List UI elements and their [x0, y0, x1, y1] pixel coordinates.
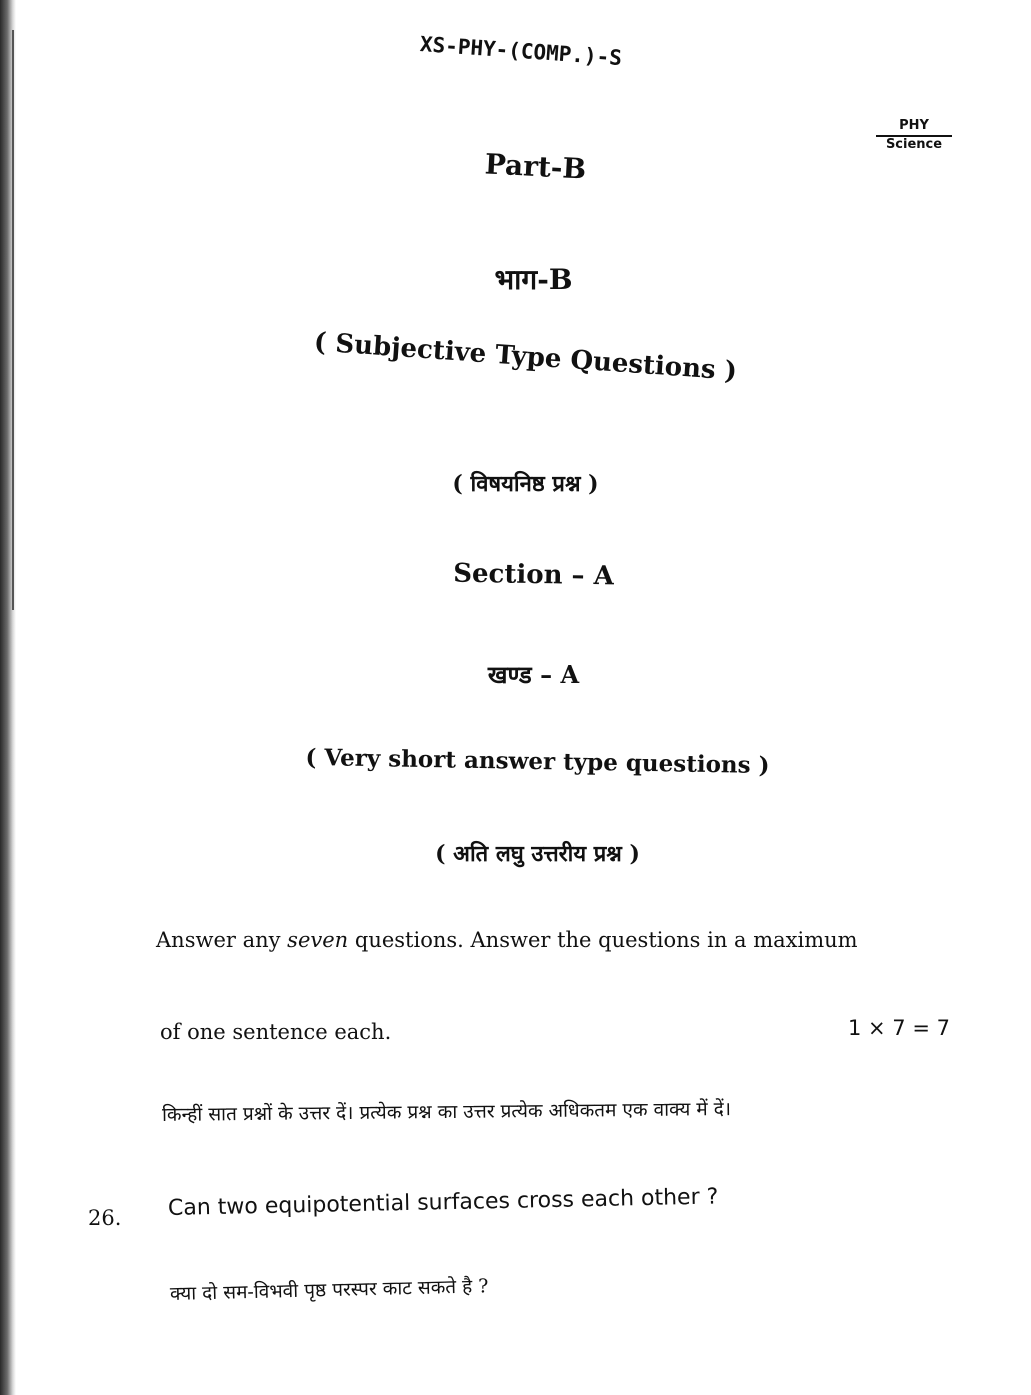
question-text: Can two equipotential surfaces cross each other ? [167, 1184, 719, 1221]
instruction-line-1-start: Answer any [156, 928, 288, 952]
khand-heading: खण्ड – A [487, 660, 580, 689]
subjective-heading: ( Subjective Type Questions ) [313, 327, 738, 387]
instruction-line-2: of one sentence each. [160, 1020, 392, 1044]
subject-bottom-label: Science [885, 137, 943, 152]
paper-code: XS-PHY-(COMP.)-S [419, 32, 623, 71]
hindi-instruction: किन्हीं सात प्रश्नों के उत्तर दें। प्रत्येक प्रश्न का उत्तर प्रत्येक अधिकतम एक वाक्य में दें। [161, 1098, 732, 1126]
ati-laghu-heading: ( अति लघु उत्तरीय प्रश्न ) [435, 841, 640, 867]
bhag-heading: भाग-B [494, 263, 573, 296]
section-heading: Section – A [452, 558, 615, 592]
question-number: 26. [88, 1206, 122, 1230]
instruction-line-1 [156, 928, 858, 952]
question-text-hindi: क्या दो सम-विभवी पृष्ठ परस्पर काट सकते है ? [169, 1275, 489, 1305]
very-short-heading: ( Very short answer type questions ) [305, 743, 770, 780]
vishay-heading: ( विषयनिष्ठ प्रश्न ) [452, 471, 599, 497]
part-heading: Part-B [483, 147, 587, 186]
subject-top-label: PHY [876, 118, 952, 137]
subject-label [876, 118, 952, 153]
marks-allocation: 1 × 7 = 7 [848, 1016, 950, 1040]
instruction-emphasis: seven [287, 928, 349, 952]
instruction-line-1-end: questions. Answer the questions in a maximum [348, 928, 858, 952]
